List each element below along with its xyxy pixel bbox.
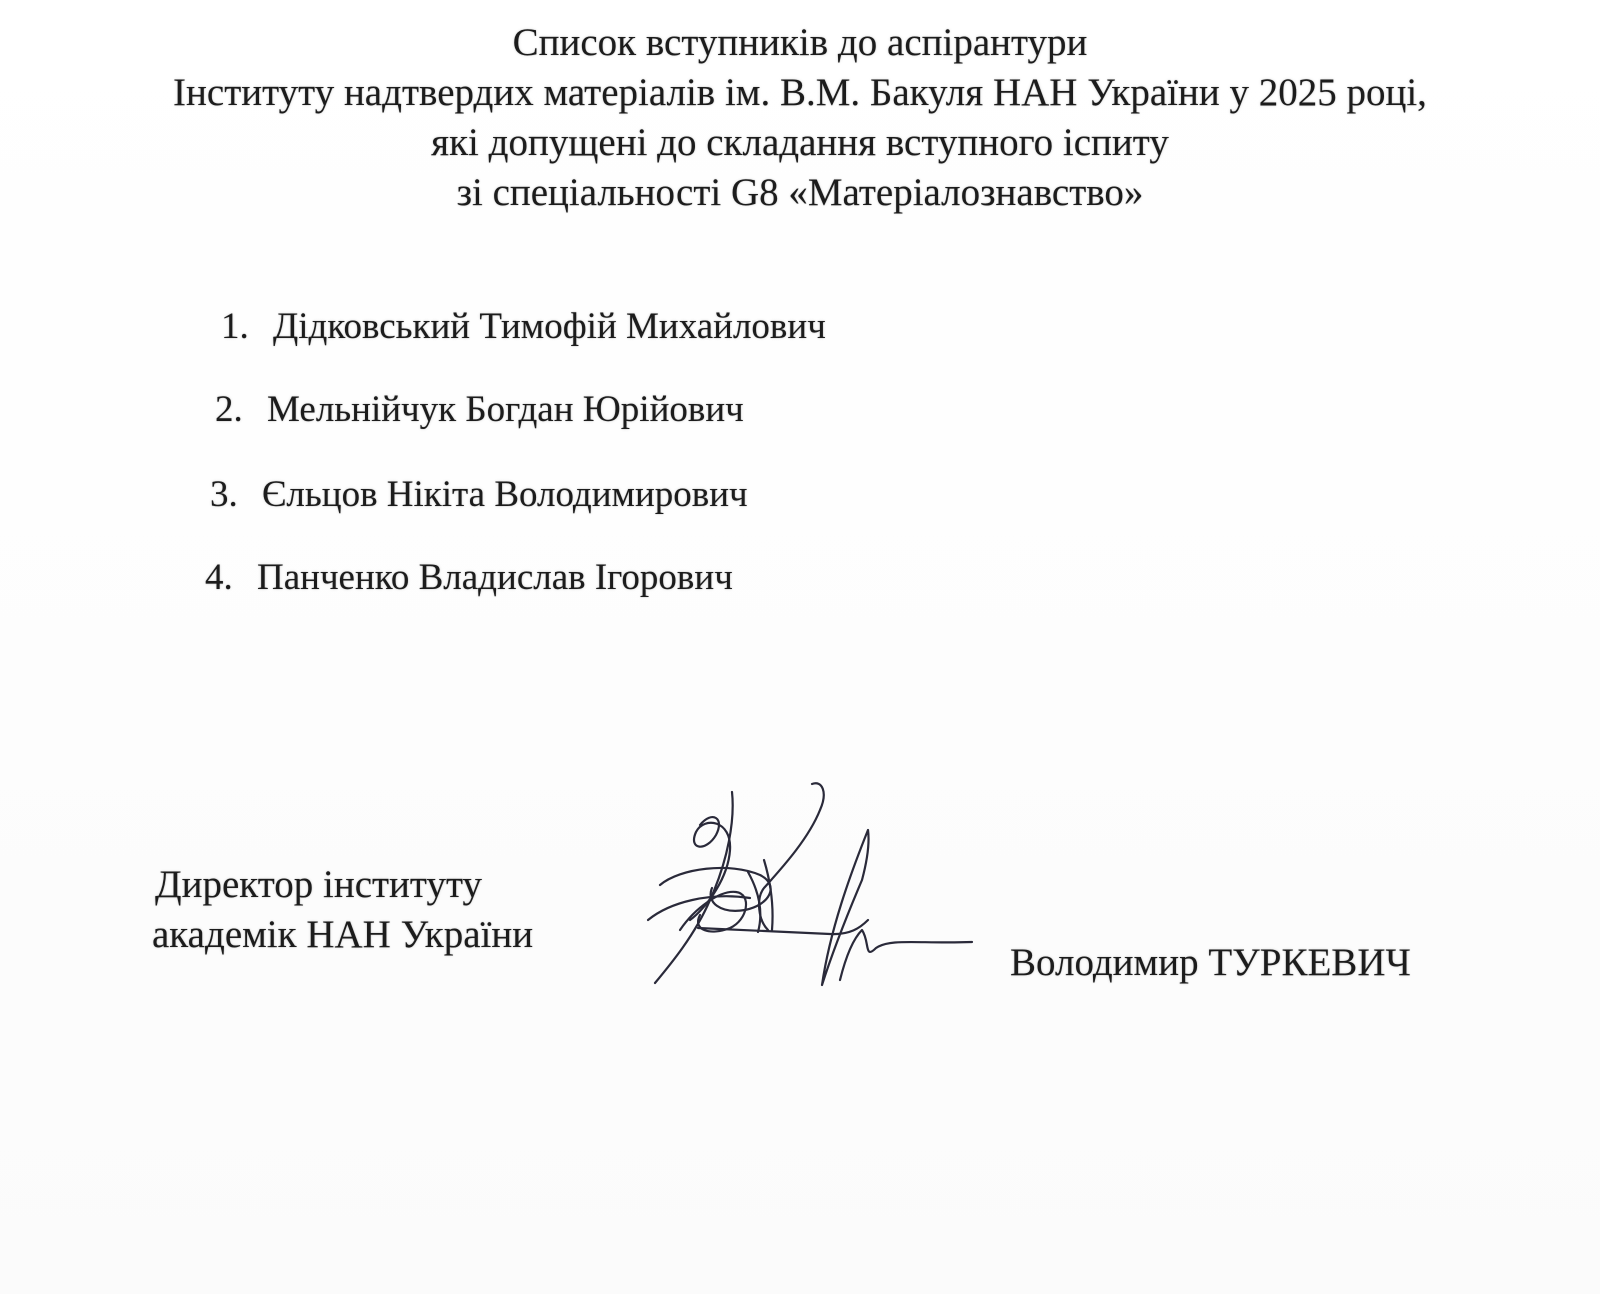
handwritten-signature [640, 780, 980, 1010]
applicant-item [210, 470, 748, 520]
applicant-name: Мельнійчук Богдан Юрійович [267, 389, 744, 430]
heading-line-4: зі спеціальності G8 «Матеріалознавство» [456, 171, 1144, 214]
signatory-position-line-1: Директор інституту [155, 863, 482, 906]
signatory-position-line-2: академік НАН України [152, 913, 534, 956]
applicant-number: 3. [210, 474, 238, 515]
applicant-item [205, 553, 733, 603]
signatory-name: Володимир ТУРКЕВИЧ [1010, 941, 1411, 984]
signatory-title [152, 860, 534, 960]
applicant-number: 1. [221, 306, 249, 347]
applicant-name: Панченко Владислав Ігорович [257, 557, 733, 598]
heading-line-1: Список вступників до аспірантури [512, 21, 1088, 64]
applicant-number: 2. [215, 389, 243, 430]
heading-line-3: які допущені до складання вступного іспиту [431, 121, 1169, 164]
applicant-item [221, 302, 826, 352]
applicant-name: Дідковський Тимофій Михайлович [273, 306, 826, 347]
document-heading [0, 18, 1600, 218]
applicant-item [215, 385, 744, 435]
heading-line-2: Інституту надтвердих матеріалів ім. В.М. Бакуля НАН України у 2025 році, [173, 71, 1427, 114]
applicant-number: 4. [205, 557, 233, 598]
applicant-name: Єльцов Нікіта Володимирович [262, 474, 748, 515]
